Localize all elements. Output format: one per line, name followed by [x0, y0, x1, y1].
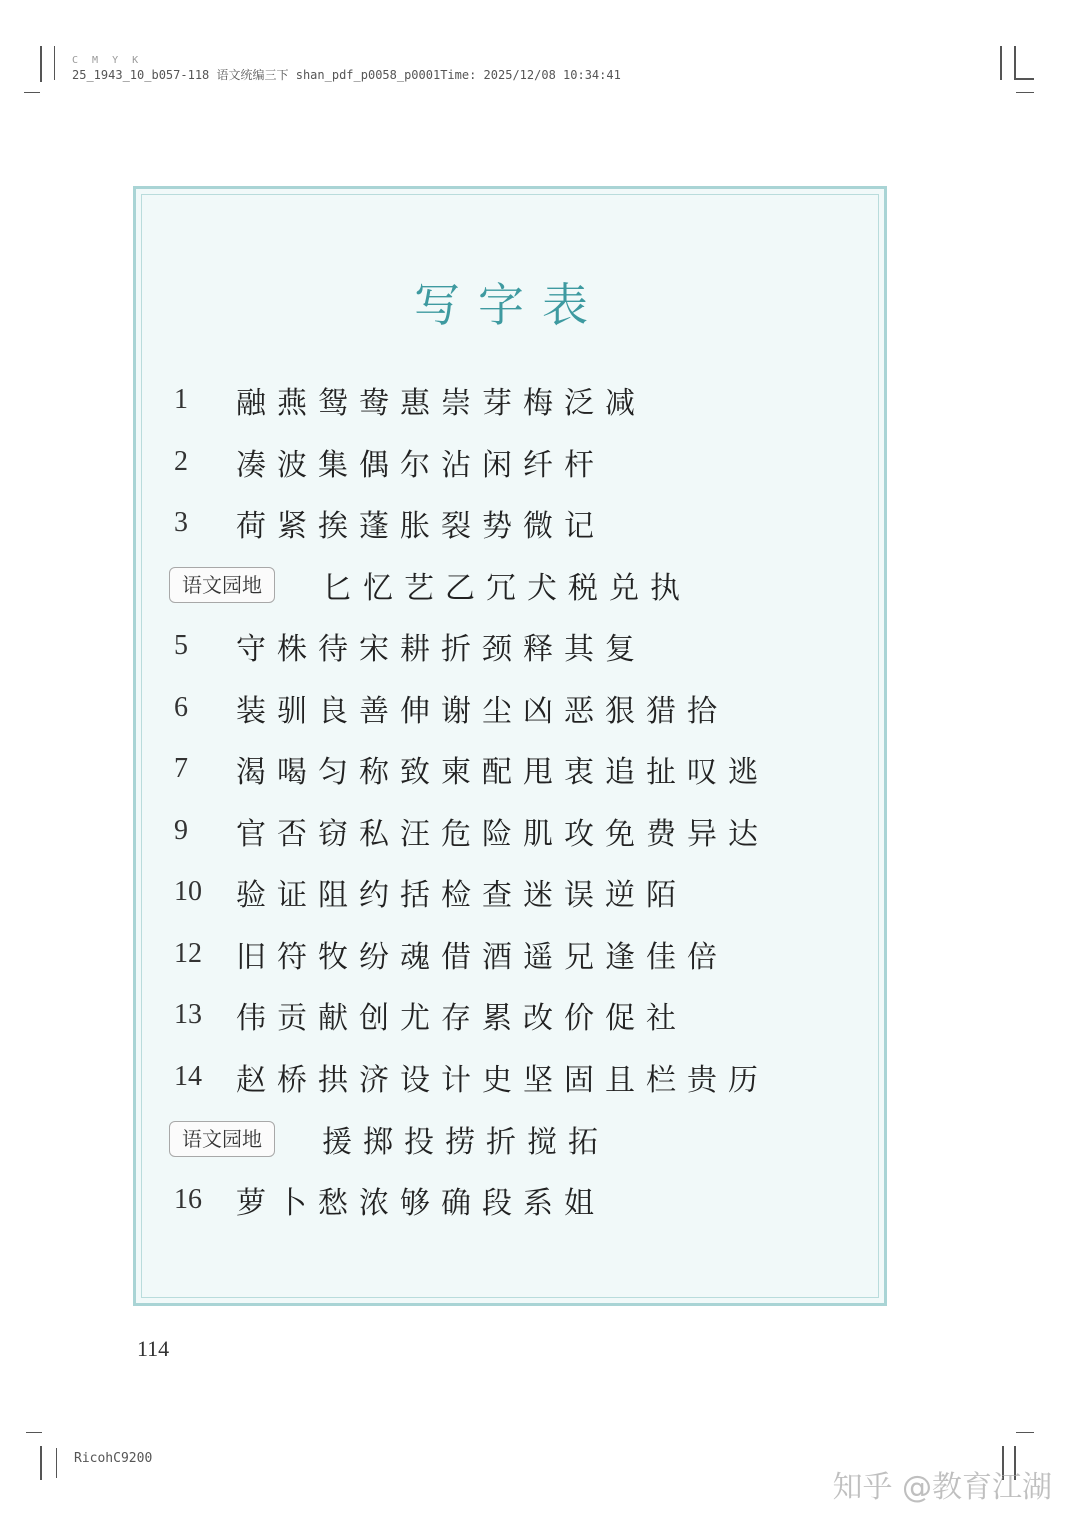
- lesson-number: 5: [174, 630, 188, 661]
- crop-mark: [56, 1448, 57, 1478]
- char-list: 匕忆艺乙冗犬税兑执: [322, 571, 691, 606]
- char-list: 渴喝匀称致柬配甩衷追扯叹逃: [236, 755, 769, 790]
- crop-mark: [54, 46, 55, 80]
- char-list: 验证阻约括检查迷误逆陌: [236, 878, 687, 913]
- lesson-number: 3: [174, 507, 188, 538]
- char-list: 守株待宋耕折颈释其复: [236, 632, 646, 667]
- char-list: 凑波集偶尔沾闲纤杆: [236, 448, 605, 483]
- char-list: 融燕鸳鸯惠崇芽梅泛减: [236, 386, 646, 421]
- char-list: 赵桥拱济设计史坚固且栏贵历: [236, 1063, 769, 1098]
- print-header: [72, 54, 621, 82]
- crop-mark: [40, 46, 42, 82]
- lesson-number: 10: [174, 876, 202, 907]
- lesson-number: 1: [174, 384, 188, 415]
- char-list: 援掷投捞折搅拓: [322, 1125, 609, 1160]
- crop-mark: [1014, 78, 1034, 80]
- crop-mark: [40, 1446, 42, 1480]
- writing-table-panel: [133, 186, 887, 1306]
- crop-mark: [1000, 46, 1002, 80]
- lesson-number: 6: [174, 692, 188, 723]
- char-list: 官否窃私汪危险肌攻免费异达: [236, 817, 769, 852]
- char-list: 旧符牧纷魂借酒遥兄逢佳倍: [236, 940, 728, 975]
- char-list: 萝卜愁浓够确段系姐: [236, 1186, 605, 1221]
- watermark: 知乎 @教育江湖: [832, 1470, 1052, 1505]
- page-number: 114: [137, 1336, 170, 1361]
- lesson-number: 9: [174, 815, 188, 846]
- print-header-line: 25_1943_10_b057-118 语文统编三下 shan_pdf_p0058_p0001Time: 2025/12/08 10:34:41: [72, 68, 621, 82]
- chinese-garden-badge: 语文园地: [169, 567, 275, 603]
- chinese-garden-badge: 语文园地: [169, 1121, 275, 1157]
- char-list: 荷紧挨蓬胀裂势微记: [236, 509, 605, 544]
- lesson-number: 13: [174, 999, 202, 1030]
- page-title: 写字表: [414, 278, 606, 332]
- lesson-number: 16: [174, 1184, 202, 1215]
- char-list: 装驯良善伸谢尘凶恶狠猎拾: [236, 694, 728, 729]
- lesson-number: 12: [174, 938, 202, 969]
- lesson-number: 7: [174, 753, 188, 784]
- printer-mark: RicohC9200: [74, 1451, 153, 1466]
- crop-mark: [1014, 46, 1016, 80]
- crop-mark: [26, 1432, 42, 1433]
- char-list: 伟贡献创尤存累改价促社: [236, 1001, 687, 1036]
- cmyk-mark: C M Y K: [72, 55, 143, 66]
- lesson-number: 14: [174, 1061, 202, 1092]
- crop-mark: [1016, 1432, 1034, 1433]
- lesson-number: 2: [174, 446, 188, 477]
- crop-mark: [1016, 92, 1034, 93]
- crop-mark: [24, 92, 40, 93]
